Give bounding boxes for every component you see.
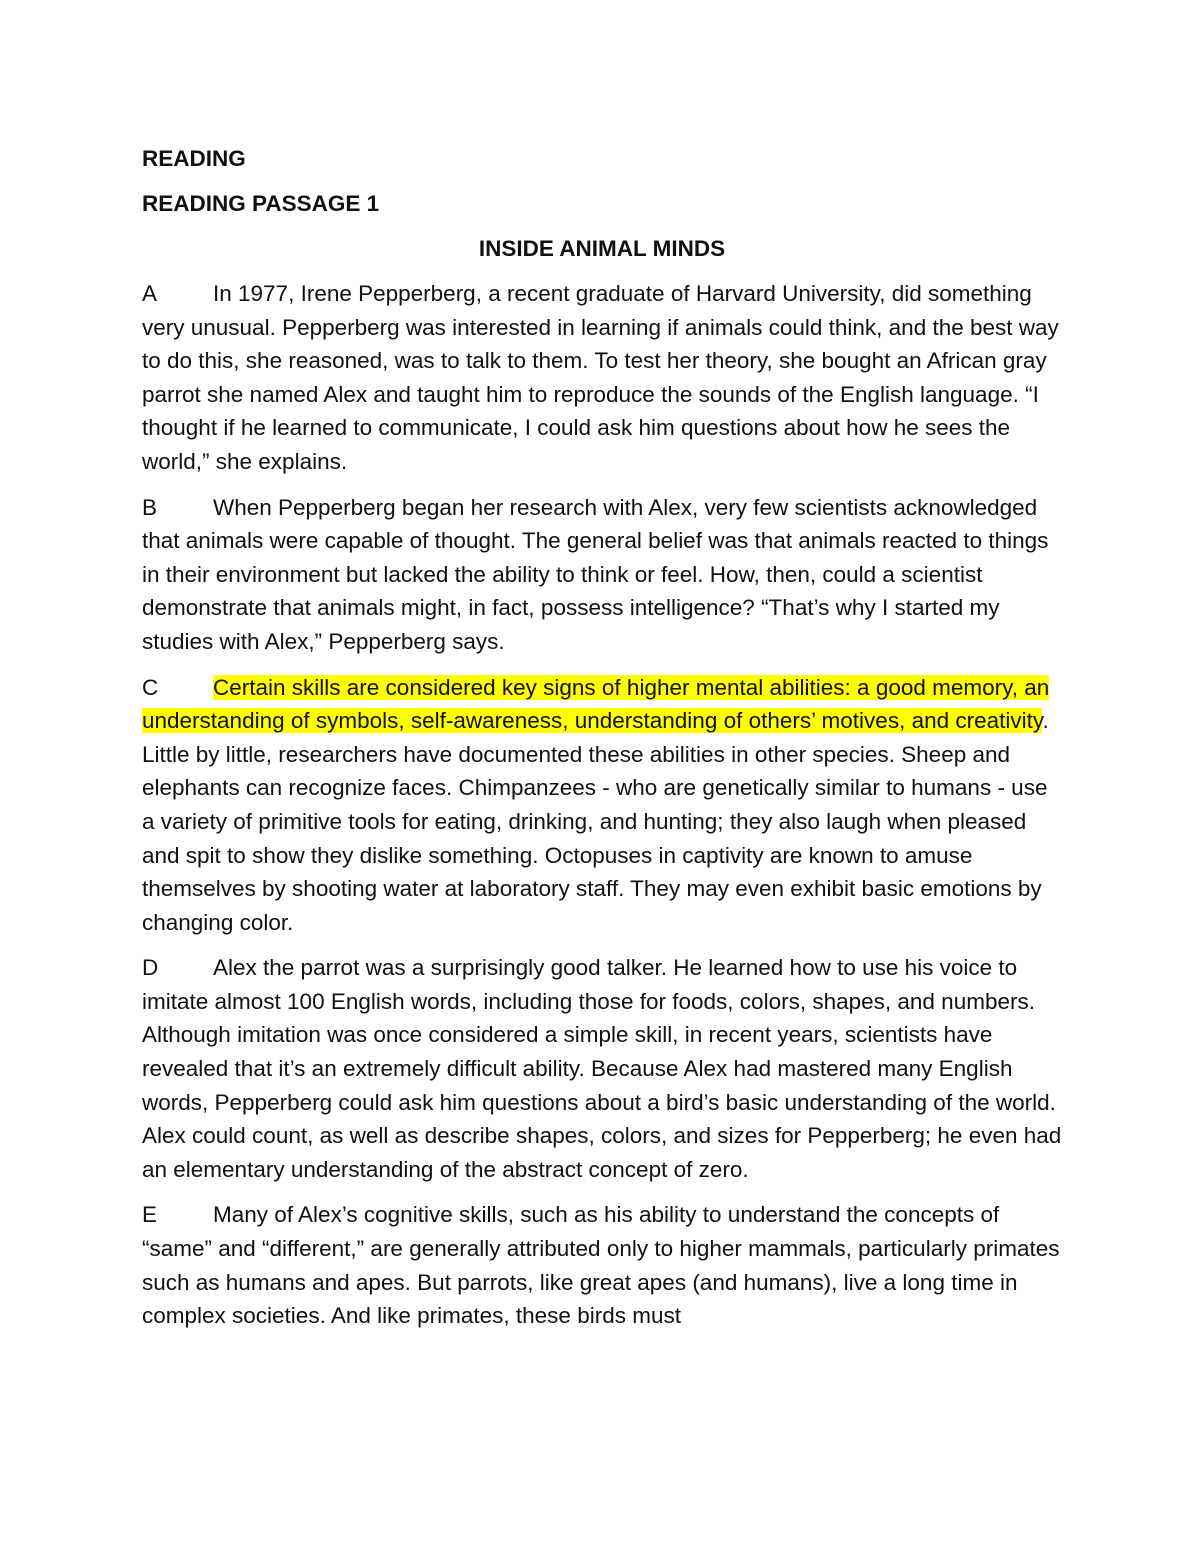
paragraph-b (142, 491, 1062, 659)
paragraph-letter: C (142, 674, 159, 700)
paragraph-e (142, 1198, 1062, 1332)
passage-title: INSIDE ANIMAL MINDS (478, 236, 726, 261)
paragraph-letter: D (142, 955, 159, 981)
paragraph-text: . Little by little, researchers have documented these abilities in other species. Sheep and elephants can recognize faces. Chimpanzees - who are genetically similar to humans - use a variety of primitive tools for eating, drinking, and hunting; they also laugh when pleased and spit to show they dislike something. Octopuses in captivity are known to amuse themselves by shooting water at laboratory staff. They may even exhibit basic emotions by changing color. (142, 708, 1049, 935)
paragraph-letter: A (142, 281, 158, 306)
paragraph-letter: B (142, 494, 158, 520)
paragraph-c (142, 671, 1062, 940)
paragraph-a (142, 277, 1062, 479)
paragraph-text: When Pepperberg began her research with Alex, very few scientists acknowledged that animals were capable of thought. The general belief was that animals reacted to things in their environment but lacked the ability to think or feel. How, then, could a scientist demonstrate that animals might, in fact, possess intelligence? “That’s why I started my studies with Alex,” Pepperberg says. (142, 494, 1049, 654)
paragraph-text: Many of Alex’s cognitive skills, such as his ability to understand the concepts of “same” and “different,” are generally attributed only to higher mammals, particularly primates such as humans and apes. But parrots, like great apes (and humans), live a long time in complex societies. And like primates, these birds must (142, 1202, 1060, 1329)
document-body (142, 142, 1062, 1345)
paragraph-text: In 1977, Irene Pepperberg, a recent graduate of Harvard University, did something very unusual. Pepperberg was interested in learning if animals could think, and the best way to do this, she reasoned, was to talk to them. To test her theory, she bought an African gray parrot she named Alex and taught him to reproduce the sounds of the English language. “I thought if he learned to communicate, I could ask him questions about how he sees the world,” she explains. (142, 281, 1059, 474)
section-heading: READING (142, 146, 246, 171)
paragraph-letter: E (142, 1202, 158, 1228)
paragraph-d (142, 951, 1062, 1186)
passage-heading: READING PASSAGE 1 (142, 191, 380, 216)
highlighted-text: Certain skills are considered key signs of higher mental abilities: a good memory, an understanding of symbols, self-awareness, understanding of others’ motives, and creativity (142, 674, 1050, 734)
paragraph-text: Alex the parrot was a surprisingly good talker. He learned how to use his voice to imitate almost 100 English words, including those for foods, colors, shapes, and numbers. Although imitation was once considered a simple skill, in recent years, scientists have revealed that it’s an extremely difficult ability. Because Alex had mastered many English words, Pepperberg could ask him questions about a bird’s basic understanding of the world. Alex could count, as well as describe shapes, colors, and sizes for Pepperberg; he even had an elementary understanding of the abstract concept of zero. (142, 955, 1062, 1182)
